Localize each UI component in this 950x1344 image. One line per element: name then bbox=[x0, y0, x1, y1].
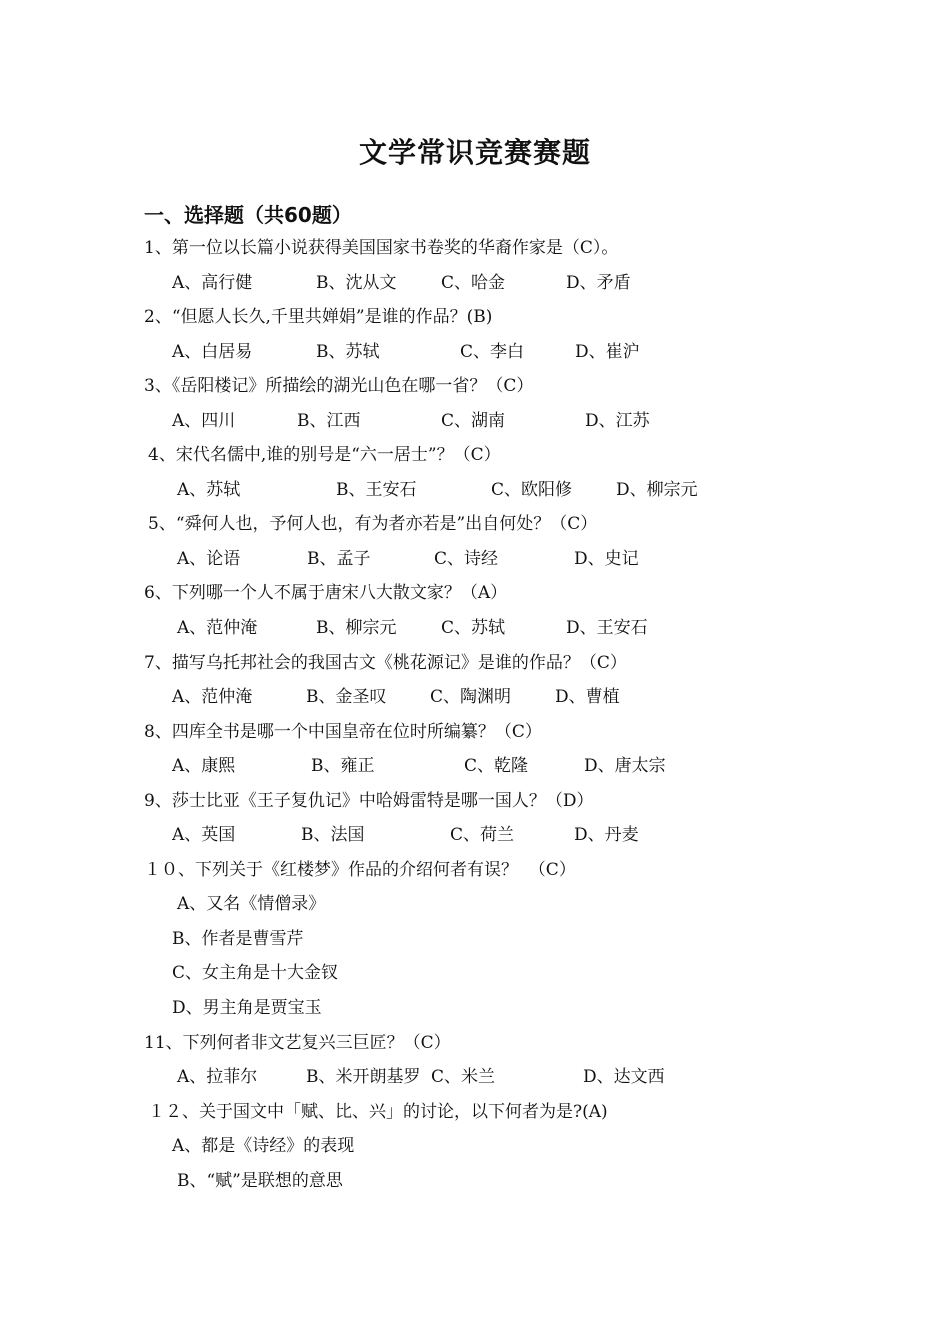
question-12-option-a bbox=[0, 1129, 950, 1164]
question-11-options bbox=[0, 1060, 950, 1095]
question-10-option-a bbox=[0, 887, 950, 922]
question-4-options bbox=[0, 473, 950, 508]
option-a: A、范仲淹 bbox=[177, 618, 258, 639]
option-d: D、王安石 bbox=[566, 618, 648, 639]
question-3: 3、《岳阳楼记》所描绘的湖光山色在哪一省？（C） bbox=[144, 376, 534, 397]
option-b: B、作者是曹雪芹 bbox=[172, 928, 304, 949]
option-d: D、崔沪 bbox=[575, 341, 640, 362]
option-c: C、欧阳修 bbox=[491, 479, 573, 500]
option-c: C、荷兰 bbox=[450, 825, 515, 846]
option-c: C、女主角是十大金钗 bbox=[172, 963, 339, 984]
question-8: 8、四库全书是哪一个中国皇帝在位时所编纂？（C） bbox=[144, 721, 542, 742]
option-b: B、法国 bbox=[301, 825, 365, 846]
option-d: D、柳宗元 bbox=[616, 479, 698, 500]
question-10-option-c bbox=[0, 956, 950, 991]
option-b: B、苏轼 bbox=[316, 341, 380, 362]
option-b: B、王安石 bbox=[336, 479, 417, 500]
question-7: 7、描写乌托邦社会的我国古文《桃花源记》是谁的作品？（C） bbox=[144, 652, 627, 673]
option-d: D、唐太宗 bbox=[584, 756, 666, 777]
question-1-options bbox=[0, 266, 950, 301]
option-a: A、英国 bbox=[172, 825, 236, 846]
option-b: B、孟子 bbox=[307, 548, 371, 569]
option-a: A、白居易 bbox=[172, 341, 253, 362]
question-10: １０、下列关于《红楼梦》作品的介绍何者有误？ （C） bbox=[144, 859, 576, 880]
question-10-option-b bbox=[0, 922, 950, 957]
option-c: C、乾隆 bbox=[464, 756, 529, 777]
page-title: 文学常识竞赛赛题 bbox=[358, 136, 591, 169]
option-a: A、范仲淹 bbox=[172, 687, 253, 708]
option-b: B、沈从文 bbox=[316, 272, 397, 293]
option-a: A、拉菲尔 bbox=[177, 1067, 258, 1088]
option-b: B、江西 bbox=[297, 410, 361, 431]
option-c: C、米兰 bbox=[431, 1067, 496, 1088]
question-10-option-d bbox=[0, 991, 950, 1026]
option-a: A、又名《情僧录》 bbox=[177, 894, 326, 915]
question-12-option-b bbox=[0, 1164, 950, 1199]
option-a: A、康熙 bbox=[172, 756, 236, 777]
question-7-options bbox=[0, 680, 950, 715]
option-a: A、论语 bbox=[177, 548, 241, 569]
question-8-options bbox=[0, 749, 950, 784]
question-12: １２、关于国文中「赋、比、兴」的讨论，以下何者为是?(A) bbox=[148, 1101, 608, 1122]
option-d: D、矛盾 bbox=[566, 272, 631, 293]
option-b: B、雍正 bbox=[311, 756, 375, 777]
option-c: C、湖南 bbox=[441, 410, 506, 431]
option-a: A、都是《诗经》的表现 bbox=[172, 1136, 355, 1157]
option-d: D、男主角是贾宝玉 bbox=[172, 998, 322, 1019]
option-a: A、高行健 bbox=[172, 272, 253, 293]
question-1: 1、第一位以长篇小说获得美国国家书卷奖的华裔作家是（C）。 bbox=[144, 238, 619, 258]
option-c: C、苏轼 bbox=[441, 618, 506, 639]
option-b: B、“赋”是联想的意思 bbox=[177, 1170, 343, 1191]
option-d: D、史记 bbox=[574, 548, 639, 569]
option-c: C、哈金 bbox=[441, 272, 506, 293]
question-5: 5、“舜何人也，予何人也，有为者亦若是”出自何处？（C） bbox=[148, 514, 598, 535]
option-a: A、四川 bbox=[172, 410, 236, 431]
question-9: 9、莎士比亚《王子复仇记》中哈姆雷特是哪一国人？（D） bbox=[144, 790, 594, 811]
question-11: 11、下列何者非文艺复兴三巨匠？（C） bbox=[144, 1032, 451, 1053]
option-b: B、米开朗基罗 bbox=[306, 1067, 421, 1088]
question-list bbox=[0, 231, 950, 1198]
question-6-options bbox=[0, 611, 950, 646]
option-c: C、诗经 bbox=[434, 548, 499, 569]
option-c: C、陶渊明 bbox=[430, 687, 512, 708]
option-c: C、李白 bbox=[460, 341, 525, 362]
question-6: 6、下列哪一个人不属于唐宋八大散文家？（A） bbox=[144, 583, 508, 604]
section-heading: 一、选择题（共60题） bbox=[144, 203, 352, 227]
option-a: A、苏轼 bbox=[177, 479, 241, 500]
question-3-options bbox=[0, 404, 950, 439]
option-d: D、达文西 bbox=[583, 1067, 665, 1088]
option-d: D、江苏 bbox=[585, 410, 650, 431]
question-2: 2、“但愿人长久,千里共婵娟”是谁的作品？(B) bbox=[144, 307, 493, 328]
question-4: 4、宋代名儒中,谁的别号是“六一居士”？（C） bbox=[148, 445, 501, 466]
option-d: D、丹麦 bbox=[574, 825, 639, 846]
option-d: D、曹植 bbox=[555, 687, 620, 708]
option-b: B、金圣叹 bbox=[306, 687, 387, 708]
question-9-options bbox=[0, 818, 950, 853]
question-2-options bbox=[0, 335, 950, 370]
question-5-options bbox=[0, 542, 950, 577]
option-b: B、柳宗元 bbox=[316, 618, 397, 639]
